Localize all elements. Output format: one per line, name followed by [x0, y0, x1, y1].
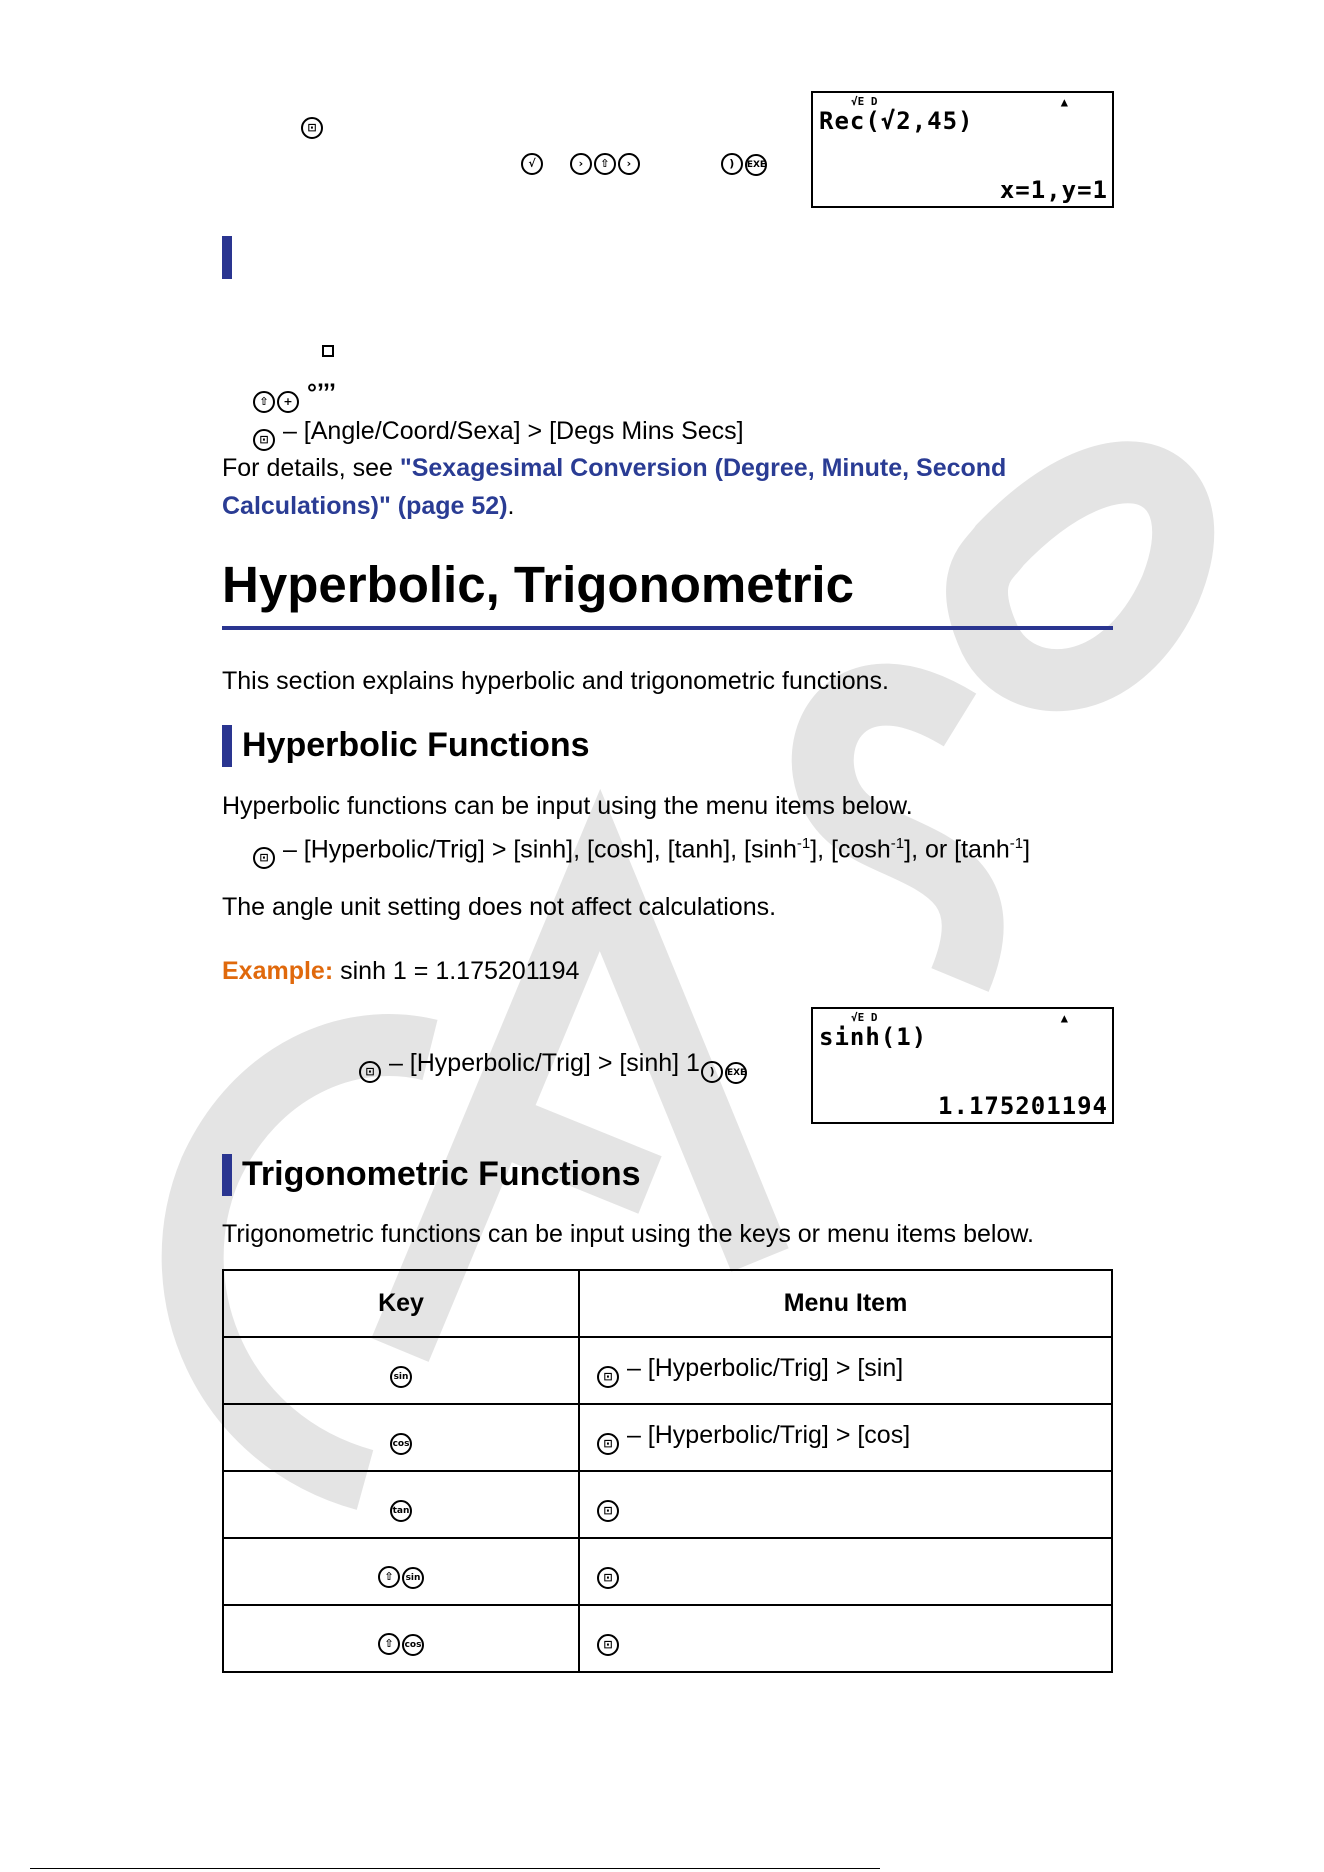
right-key-icon-2: ›: [618, 153, 640, 175]
footer-rule: [30, 1868, 880, 1869]
trig-marker: [222, 1154, 232, 1196]
col-menu-header: Menu Item: [579, 1270, 1112, 1337]
small-box-icon: [322, 345, 334, 357]
example-label: Example:: [222, 957, 334, 985]
sin-key-icon: sin: [390, 1366, 412, 1388]
catalog-key-icon: ⊡: [597, 1634, 619, 1656]
trig-function-table: [222, 1269, 1113, 1673]
catalog-key-icon: ⊡: [597, 1433, 619, 1455]
sqrt-keystroke: [520, 150, 768, 176]
sexa-menu-text: – [Angle/Coord/Sexa] > [Degs Mins Secs]: [282, 417, 744, 445]
shift-key-icon: ⇧: [378, 1633, 400, 1655]
up-arrow-icon: ▲: [1060, 95, 1068, 109]
right-key-icon: ›: [570, 153, 592, 175]
sexagesimal-link-2[interactable]: Calculations)" (page 52): [222, 492, 508, 520]
lcd-expression: Rec(√2,45): [819, 107, 974, 135]
trig-heading: Trigonometric Functions: [242, 1155, 641, 1193]
shift-key-icon-2: ⇧: [253, 391, 275, 413]
catalog-key-icon: ⊡: [597, 1500, 619, 1522]
hyperbolic-menu-line: ⊡ – [Hyperbolic/Trig] > [sinh], [cosh], [tanh], $[\sinh^{-1}]$, $[\cosh^{-1}]$, or $[\tanh^{-1}]$: [252, 825, 1030, 869]
cos-key-icon: cos: [390, 1433, 412, 1455]
lcd-result: x=1,y=1: [999, 176, 1108, 204]
example-text: sinh 1 = 1.175201194: [333, 957, 580, 985]
hyperbolic-heading: Hyperbolic Functions: [242, 726, 590, 764]
lcd-indicators: √E D: [851, 95, 878, 108]
table-row: cos ⊡ – [Hyperbolic/Trig] > [cos]: [223, 1404, 1112, 1471]
lcd-sinh-display: [811, 1007, 1114, 1124]
hyperbolic-note: The angle unit setting does not affect calculations.: [222, 893, 777, 921]
page-title: Hyperbolic, Trigonometric: [222, 556, 854, 613]
col-key-header: Key: [223, 1270, 579, 1337]
catalog-key-icon: ⊡: [301, 117, 323, 139]
cos-key-icon: cos: [402, 1634, 424, 1656]
sinh-keystroke: ⊡ – [Hyperbolic/Trig] > [sinh] 1 ) EXE: [358, 1044, 748, 1084]
exe-key-icon: EXE: [745, 154, 767, 176]
hyperbolic-intro: Hyperbolic functions can be input using the menu items below.: [222, 792, 913, 820]
shift-key-icon: ⇧: [378, 1566, 400, 1588]
lcd-result-2: 1.175201194: [938, 1092, 1108, 1120]
exe-key-icon-2: EXE: [725, 1062, 747, 1084]
sexa-details-2: Calculations)" (page 52).: [222, 492, 515, 520]
lcd-indicators-2: √E D: [851, 1011, 878, 1024]
close-paren-key-icon-2: ): [701, 1061, 723, 1083]
section-marker: [222, 236, 232, 279]
lcd-rec-display: [811, 91, 1114, 208]
catalog-step: [300, 114, 324, 139]
sin-key-icon: sin: [402, 1567, 424, 1589]
hyperbolic-example: [222, 952, 579, 990]
table-row: [223, 1605, 1112, 1672]
table-row: sin ⊡ – [Hyperbolic/Trig] > [sin]: [223, 1337, 1112, 1404]
sexa-key-line: [252, 374, 336, 413]
hyperbolic-marker: [222, 725, 232, 767]
sexa-symbol: °’’’: [306, 379, 336, 407]
catalog-key-icon: ⊡: [597, 1366, 619, 1388]
tan-key-icon: tan: [390, 1500, 412, 1522]
title-underline: [222, 626, 1113, 630]
sexagesimal-link[interactable]: "Sexagesimal Conversion (Degree, Minute, Second: [399, 454, 1007, 482]
shift-key-icon: ⇧: [594, 153, 616, 175]
trig-intro: Trigonometric functions can be input using the keys or menu items below.: [222, 1220, 1034, 1248]
sexa-details: For details, see "Sexagesimal Conversion (Degree, Minute, Second: [222, 454, 1007, 482]
catalog-key-icon-2: ⊡: [253, 429, 275, 451]
plus-key-icon: +: [277, 391, 299, 413]
table-row: [223, 1538, 1112, 1605]
table-row: [223, 1471, 1112, 1538]
sexa-menu-line: [252, 412, 744, 451]
close-paren-key-icon: ): [721, 153, 743, 175]
catalog-key-icon-3: ⊡: [253, 847, 275, 869]
catalog-key-icon-4: ⊡: [359, 1061, 381, 1083]
table-header-row: [223, 1270, 1112, 1337]
lcd-expression-2: sinh(1): [819, 1023, 928, 1051]
sqrt-key-icon: √: [521, 153, 543, 175]
catalog-key-icon: ⊡: [597, 1567, 619, 1589]
section-intro: This section explains hyperbolic and trigonometric functions.: [222, 667, 890, 695]
up-arrow-icon-2: ▲: [1060, 1011, 1068, 1025]
